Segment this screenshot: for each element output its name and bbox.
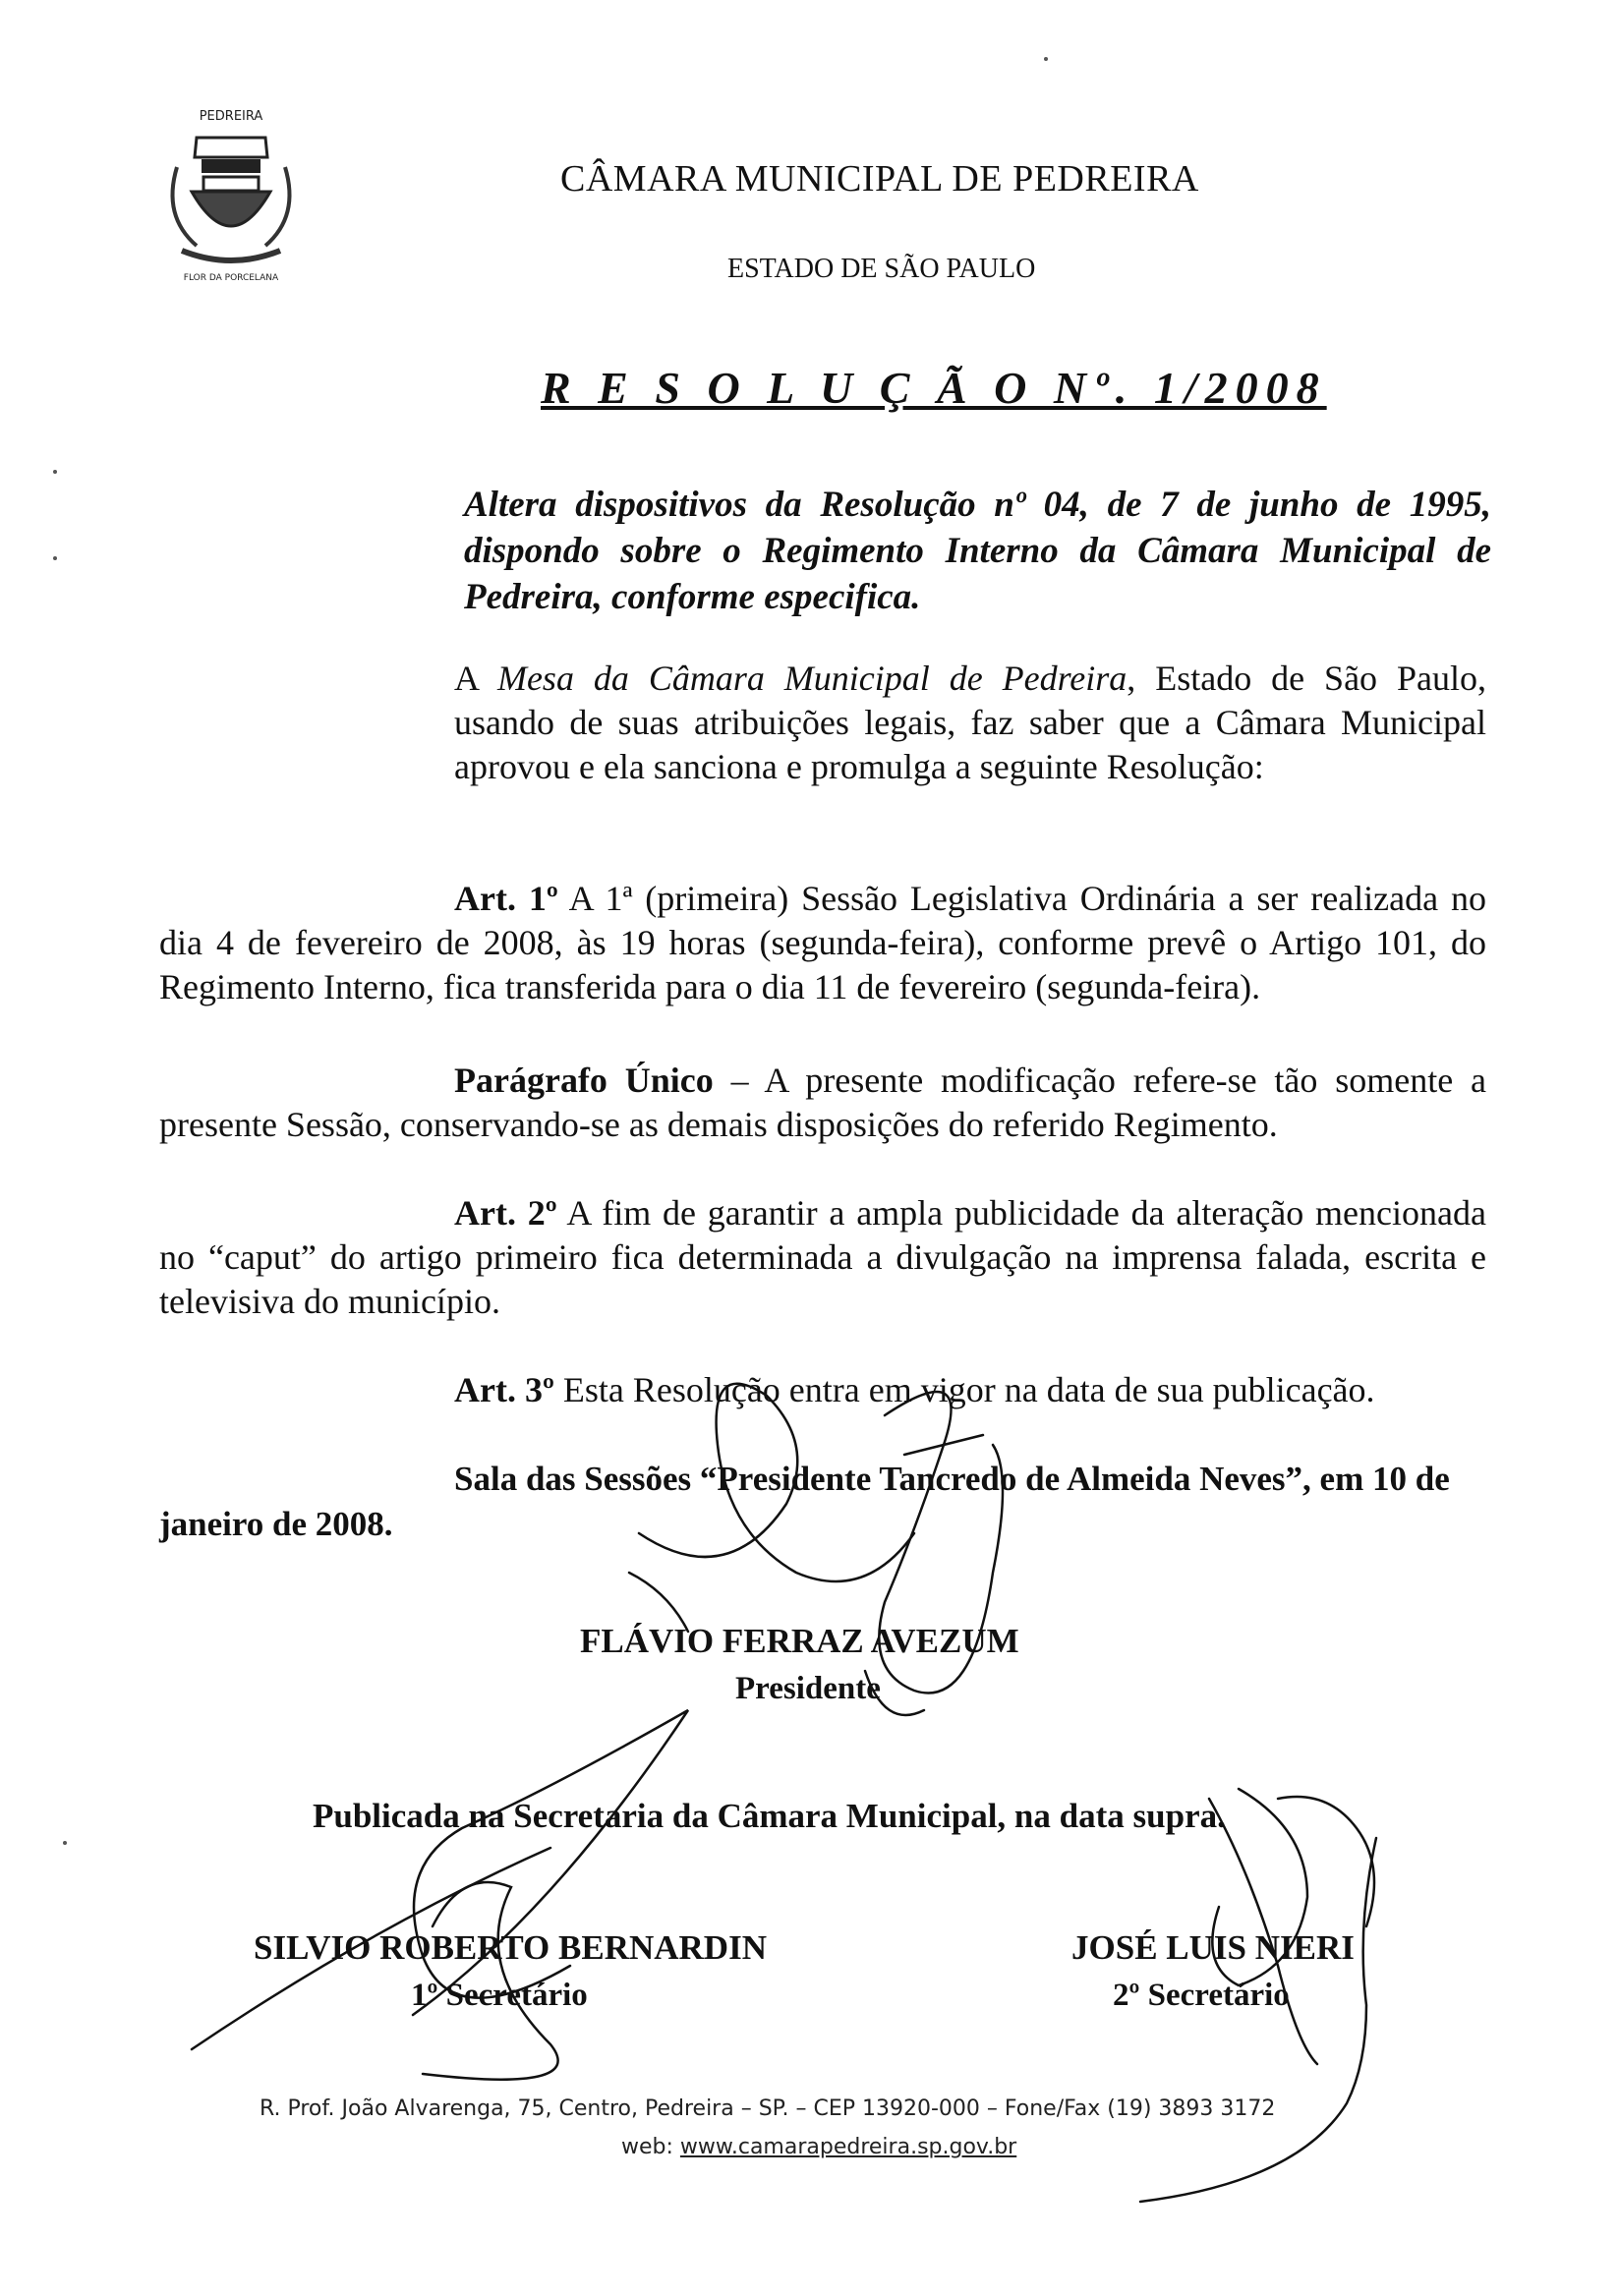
intro-paragraph bbox=[454, 657, 1486, 789]
article-1-text: A 1ª (primeira) Sessão Legislativa Ordinária a ser realizada no dia 4 de fevereiro de 2008, às 19 horas (segunda-feira), conforme prevê o Artigo 101, do Regimento Interno, fica transferida para o dia 11 de fevereiro (segunda-feira). bbox=[159, 879, 1486, 1006]
article-3-text: Esta Resolução entra em vigor na data de sua publicação. bbox=[553, 1370, 1375, 1409]
article-3-label: Art. 3º bbox=[454, 1370, 554, 1409]
second-secretary-role: 2º Secretário bbox=[1113, 1978, 1290, 2013]
second-secretary-name: JOSÉ LUIS NIERI bbox=[1071, 1928, 1355, 1967]
municipal-seal-icon bbox=[157, 98, 305, 295]
article-3 bbox=[454, 1368, 1486, 1412]
resolution-title: R E S O L U Ç Ã O Nº. 1/2008 bbox=[541, 363, 1327, 413]
article-2-text: A fim de garantir a ampla publicidade da alteração mencionada no “caput” do artigo primeiro fica determinada a divulgação na imprensa falada, escrita e televisiva do município. bbox=[159, 1193, 1486, 1321]
article-1 bbox=[159, 877, 1486, 1009]
article-2-label: Art. 2º bbox=[454, 1193, 557, 1233]
article-1-label: Art. 1º bbox=[454, 879, 558, 918]
footer-web bbox=[621, 2135, 1016, 2159]
seal-bottom-text: FLOR DA PORCELANA bbox=[183, 273, 279, 283]
footer-address: R. Prof. João Alvarenga, 75, Centro, Pedreira – SP. – CEP 13920-000 – Fone/Fax (19) 3893 3172 bbox=[260, 2096, 1276, 2121]
scan-speck bbox=[1044, 57, 1048, 61]
president-role: Presidente bbox=[735, 1671, 881, 1706]
scan-speck bbox=[63, 1841, 67, 1845]
first-secretary-name: SILVIO ROBERTO BERNARDIN bbox=[254, 1928, 767, 1967]
state-name: ESTADO DE SÃO PAULO bbox=[727, 254, 1036, 284]
session-room-date: Sala das Sessões “Presidente Tancredo de Almeida Neves”, em 10 de janeiro de 2008. bbox=[159, 1460, 1450, 1543]
second-secretary-signature-stroke bbox=[1278, 1797, 1374, 1926]
publication-note: Publicada na Secretaria da Câmara Municipal, na data supra. bbox=[313, 1797, 1226, 1835]
intro-prefix: A bbox=[454, 659, 497, 698]
president-signature-stroke bbox=[904, 1435, 983, 1455]
sole-paragraph-label: Parágrafo Único bbox=[454, 1061, 714, 1100]
intro-mesa: Mesa da Câmara Municipal de Pedreira bbox=[496, 659, 1128, 698]
resolution-summary: Altera dispositivos da Resolução nº 04, de 7 de junho de 1995, dispondo sobre o Regimento Interno da Câmara Municipal de Pedreira, conforme especifica. bbox=[464, 485, 1491, 617]
footer-web-label: web: bbox=[621, 2135, 680, 2159]
sole-paragraph-text: – A presente modificação refere-se tão somente a presente Sessão, conservando-se as demais disposições do referido Regimento. bbox=[159, 1061, 1486, 1144]
scan-speck bbox=[53, 556, 57, 560]
first-secretary-signature-stroke bbox=[413, 1710, 688, 2015]
chamber-name: CÂMARA MUNICIPAL DE PEDREIRA bbox=[560, 158, 1199, 200]
scan-speck bbox=[53, 470, 57, 474]
intro-rest: , Estado de São Paulo, usando de suas atribuições legais, faz saber que a Câmara Municipal aprovou e ela sanciona e promulga a seguinte Resolução: bbox=[454, 659, 1486, 786]
second-secretary-signature-stroke bbox=[1140, 1838, 1376, 2202]
sole-paragraph bbox=[159, 1059, 1486, 1147]
seal-top-text: PEDREIRA bbox=[199, 109, 263, 124]
president-name: FLÁVIO FERRAZ AVEZUM bbox=[580, 1622, 1019, 1660]
website-link[interactable]: www.camarapedreira.sp.gov.br bbox=[679, 2135, 1017, 2159]
first-secretary-role: 1º Secretário bbox=[411, 1978, 588, 2013]
article-2 bbox=[159, 1191, 1486, 1324]
